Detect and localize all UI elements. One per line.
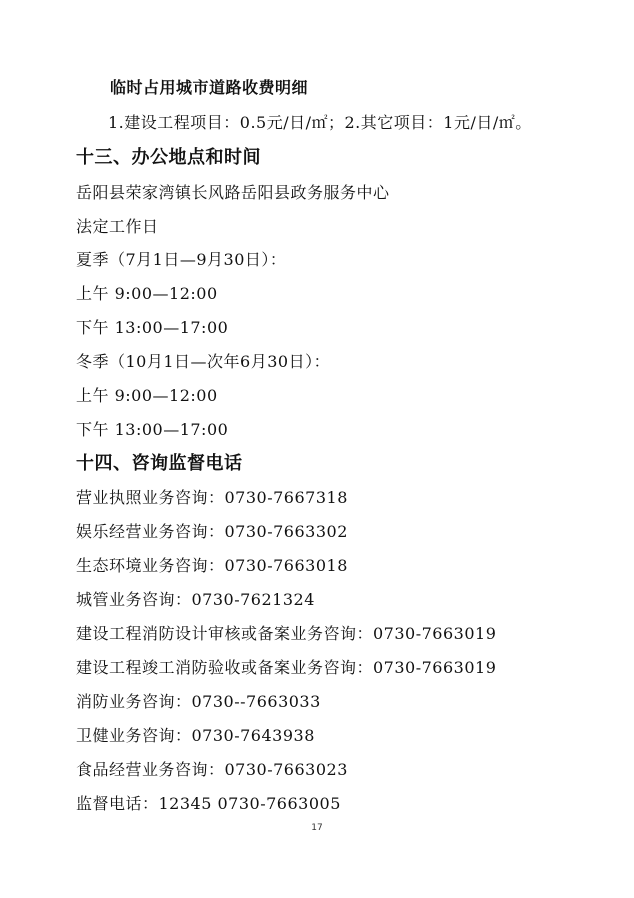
consult-line-supervision: 监督电话：12345 0730-7663005	[76, 794, 341, 813]
consult-line-business-license: 营业执照业务咨询：0730-7667318	[76, 488, 348, 507]
consult-line-fire-design-review: 建设工程消防设计审核或备案业务咨询：0730-7663019	[76, 624, 497, 643]
winter-schedule-title: 冬季（10月1日—次年6月30日）：	[76, 352, 331, 371]
consult-line-entertainment: 娱乐经营业务咨询：0730-7663302	[76, 522, 348, 541]
fee-section-title: 临时占用城市道路收费明细	[110, 78, 309, 97]
summer-schedule-title: 夏季（7月1日—9月30日）：	[76, 250, 287, 269]
winter-morning-hours: 上午 9:00—12:00	[76, 386, 218, 405]
consult-line-health: 卫健业务咨询：0730-7643938	[76, 726, 315, 745]
consult-section-heading: 十四、咨询监督电话	[76, 453, 243, 474]
office-section-heading: 十三、办公地点和时间	[76, 147, 261, 168]
fee-section-detail: 1.建设工程项目：0.5元/日/㎡；2.其它项目：1元/日/㎡。	[108, 113, 532, 132]
consult-line-environment: 生态环境业务咨询：0730-7663018	[76, 556, 348, 575]
page-number: 17	[311, 823, 323, 833]
consult-line-urban-management: 城管业务咨询：0730-7621324	[76, 590, 315, 609]
winter-afternoon-hours: 下午 13:00—17:00	[76, 420, 229, 439]
consult-line-fire-acceptance: 建设工程竣工消防验收或备案业务咨询：0730-7663019	[76, 658, 497, 677]
office-address: 岳阳县荣家湾镇长风路岳阳县政务服务中心	[76, 183, 390, 202]
consult-line-food: 食品经营业务咨询：0730-7663023	[76, 760, 348, 779]
consult-line-fire: 消防业务咨询：0730--7663033	[76, 692, 321, 711]
office-workday: 法定工作日	[76, 217, 159, 236]
summer-morning-hours: 上午 9:00—12:00	[76, 284, 218, 303]
summer-afternoon-hours: 下午 13:00—17:00	[76, 318, 229, 337]
